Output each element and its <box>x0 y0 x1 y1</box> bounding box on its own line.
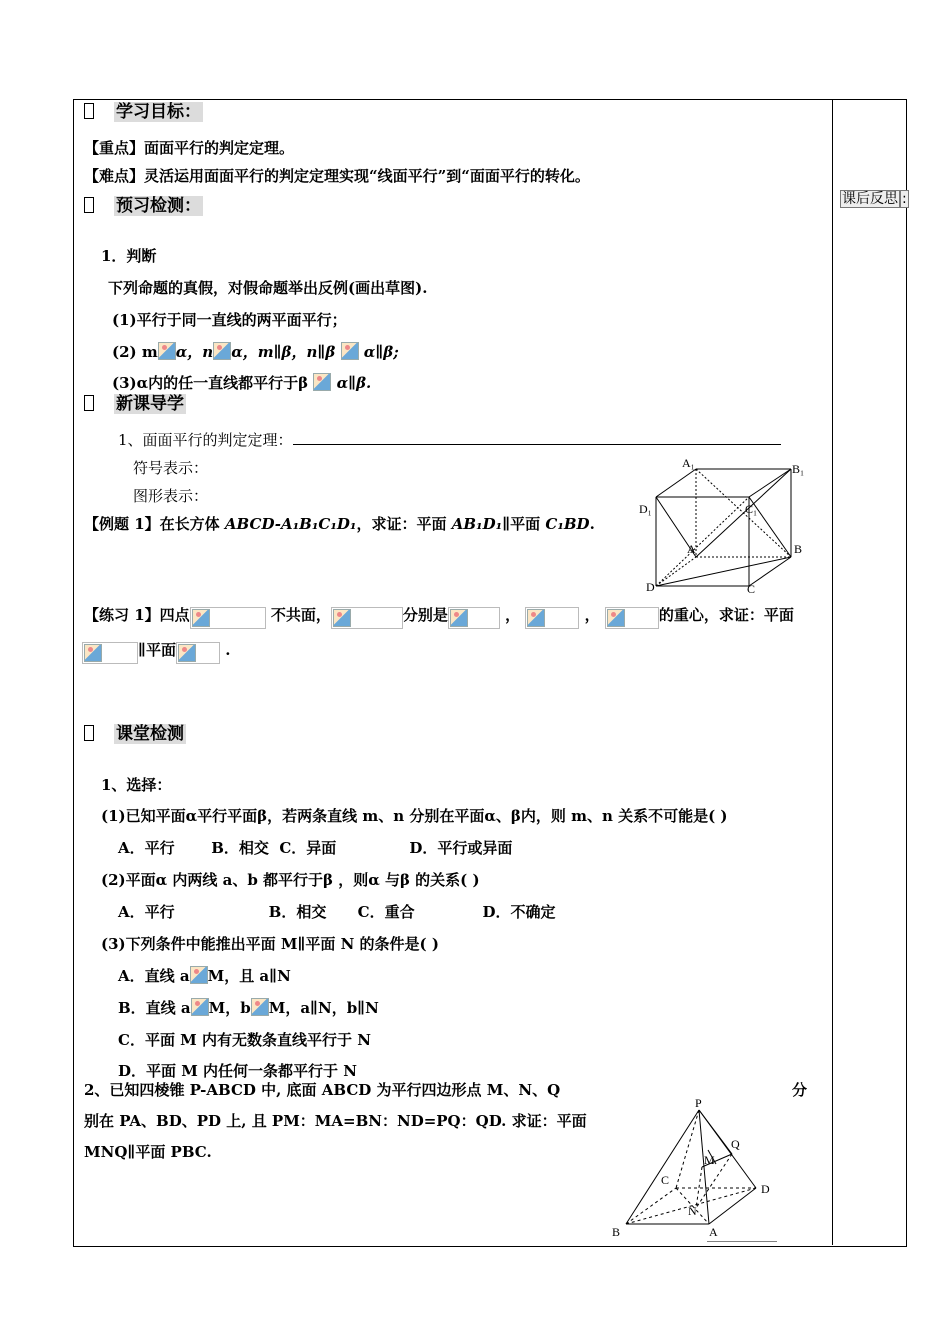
formula-image-slot <box>605 607 659 629</box>
preview-q1: 1．判断 <box>101 247 157 265</box>
choice-2-stem: (2)平面α 内两线 a、b 都平行于β ，则α 与β 的关系( ) <box>101 871 480 889</box>
practice-1-line2: ∥平面 . <box>82 640 230 664</box>
example-1: 【例题 1】在长方体 ABCD-A₁B₁C₁D₁，求证：平面 AB₁D₁∥平面 C₁BD. <box>84 515 595 533</box>
choice-3-option-d[interactable]: D．平面 M 内任何一条都平行于 N <box>118 1062 357 1080</box>
option-c[interactable]: C．重合 <box>357 903 415 921</box>
section-class-check: 课堂检测 <box>84 724 186 744</box>
choice-3-stem: (3)下列条件中能推出平面 M∥平面 N 的条件是( ) <box>101 935 439 953</box>
answer-blank[interactable] <box>293 430 781 445</box>
pyramid-figure <box>604 1092 780 1242</box>
formula-image-slot <box>448 607 500 629</box>
image-placeholder-icon <box>341 342 359 360</box>
question-2-fen: 分 <box>792 1081 808 1099</box>
option-d[interactable]: D．平行或异面 <box>409 839 513 857</box>
checkbox-icon <box>84 725 94 741</box>
choice-2-options <box>118 902 556 922</box>
reflection-label: 课后反思 : <box>842 191 907 207</box>
cube-label: D <box>646 580 655 594</box>
column-divider <box>832 99 833 1245</box>
cube-label: C₁ <box>745 502 758 516</box>
pyramid-label: A <box>709 1225 718 1239</box>
formula-image-slot <box>82 642 138 664</box>
cube-label: C <box>747 582 756 596</box>
section-goals: 学习目标： <box>84 102 203 122</box>
image-placeholder-icon <box>84 644 102 662</box>
pyramid-label: C <box>661 1173 670 1187</box>
choice-3-option-b[interactable]: B．直线 a M，b M，a∥N，b∥N <box>118 999 379 1017</box>
question-2-line2: 别在 PA、BD、PD 上, 且 PM：MA=BN：ND=PQ：QD. 求证：平面 <box>84 1112 587 1130</box>
option-a[interactable]: A．平行 <box>118 839 175 857</box>
figure-label: 图形表示： <box>133 487 209 505</box>
image-placeholder-icon <box>527 609 545 627</box>
choice-3-option-a[interactable]: A．直线 a M，且 a∥N <box>118 967 291 985</box>
image-placeholder-icon <box>213 342 231 360</box>
choice-heading: 1、选择： <box>101 776 172 794</box>
cube-label: D₁ <box>639 502 652 516</box>
symbol-label: 符号表示： <box>133 459 209 477</box>
cube-label: B₁ <box>792 462 805 476</box>
choice-1-options <box>118 838 512 858</box>
pyramid-label: Q <box>731 1137 740 1151</box>
proposition-2: (2) m α，n α，m∥β，n∥β α∥β; <box>112 343 399 361</box>
image-placeholder-icon <box>607 609 625 627</box>
image-placeholder-icon <box>333 609 351 627</box>
formula-image-slot <box>176 642 220 664</box>
difficulty-point: 【难点】灵活运用面面平行的判定定理实现“线面平行”到“面面平行的转化。 <box>84 167 590 185</box>
cube-label: A₁ <box>682 456 695 470</box>
option-c[interactable]: C．异面 <box>279 839 337 857</box>
image-placeholder-icon <box>178 644 196 662</box>
cuboid-figure <box>636 455 808 597</box>
image-placeholder-icon <box>192 609 210 627</box>
pyramid-label: M <box>704 1153 715 1167</box>
pyramid-label: P <box>695 1096 702 1110</box>
image-placeholder-icon <box>313 373 331 391</box>
checkbox-icon <box>84 395 94 411</box>
image-placeholder-icon <box>251 998 269 1016</box>
cube-label: A <box>687 542 696 556</box>
formula-image-slot <box>525 607 579 629</box>
proposition-1: (1)平行于同一直线的两平面平行； <box>112 311 347 329</box>
theorem-line: 1、面面平行的判定定理： <box>118 430 781 450</box>
pyramid-label: B <box>612 1225 621 1239</box>
question-2-line1: 2、已知四棱锥 P-ABCD 中, 底面 ABCD 为平行四边形点 M、N、Q <box>84 1081 561 1099</box>
option-d[interactable]: D．不确定 <box>482 903 556 921</box>
cube-label: B <box>794 542 803 556</box>
question-2-line3: MNQ∥平面 PBC. <box>84 1143 212 1161</box>
section-preview: 预习检测： <box>84 196 203 216</box>
choice-1-stem: (1)已知平面α平行平面β，若两条直线 m、n 分别在平面α、β内，则 m、n 关系不可能是( ) <box>101 807 728 825</box>
key-point: 【重点】面面平行的判定定理。 <box>84 139 295 157</box>
formula-image-slot <box>331 607 403 629</box>
option-b[interactable]: B．相交 <box>211 839 269 857</box>
practice-1-line1: 【练习 1】四点 不共面， 分别是 ， ， 的重心，求证：平面 <box>84 605 794 629</box>
preview-intro: 下列命题的真假，对假命题举出反例(画出草图). <box>108 279 428 297</box>
proposition-3: (3)α内的任一直线都平行于β α∥β. <box>112 374 372 392</box>
option-a[interactable]: A．平行 <box>118 903 175 921</box>
option-b[interactable]: B．相交 <box>268 903 327 921</box>
pyramid-label: N <box>688 1204 697 1218</box>
image-placeholder-icon <box>191 998 209 1016</box>
formula-image-slot <box>190 607 266 629</box>
pyramid-label: D <box>761 1182 770 1196</box>
checkbox-icon <box>84 103 94 119</box>
image-placeholder-icon <box>190 966 208 984</box>
checkbox-icon <box>84 197 94 213</box>
section-new-lesson: 新课导学 <box>84 394 186 414</box>
image-placeholder-icon <box>450 609 468 627</box>
choice-3-option-c[interactable]: C．平面 M 内有无数条直线平行于 N <box>118 1031 371 1049</box>
image-placeholder-icon <box>158 342 176 360</box>
